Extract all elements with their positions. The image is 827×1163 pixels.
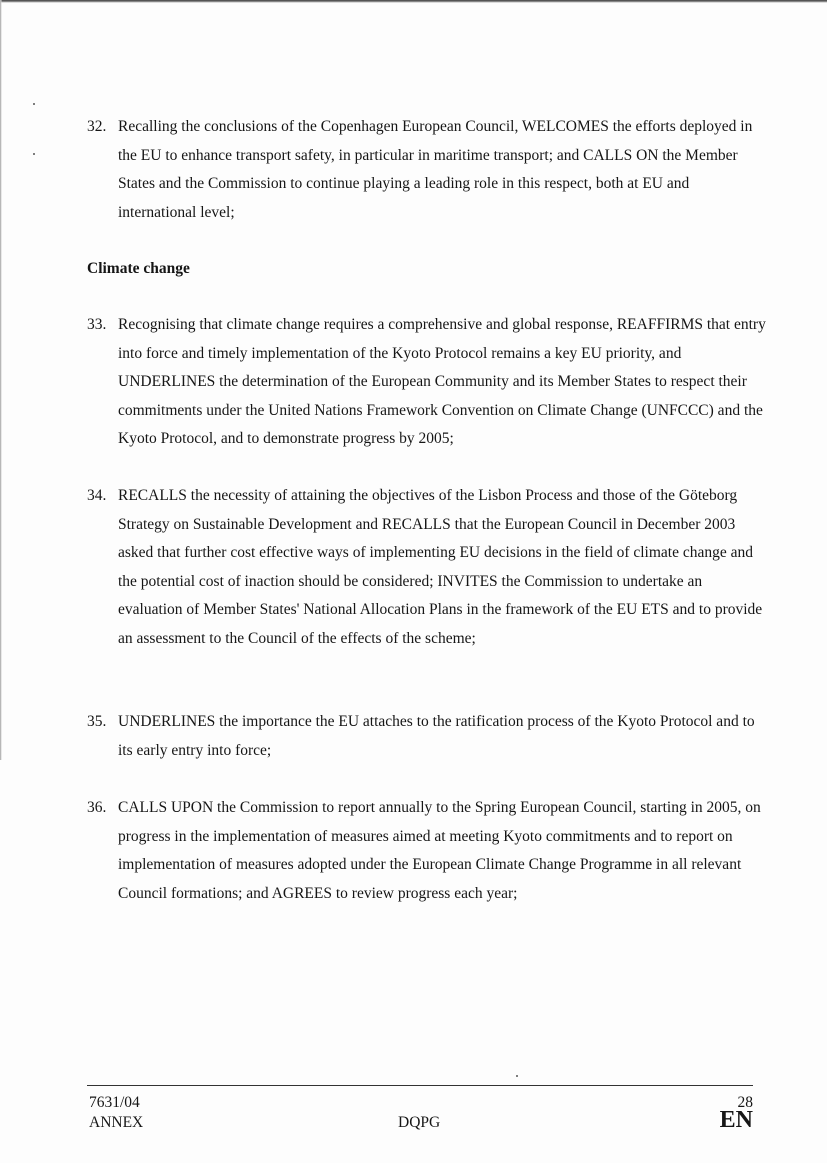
paragraph-34 (87, 482, 767, 653)
footer-language-code: EN (719, 1107, 753, 1133)
paragraph-number: 32. (87, 118, 107, 135)
scan-speck (33, 153, 35, 155)
paragraph-number: 34. (87, 487, 107, 504)
paragraph-number: 35. (87, 713, 107, 730)
footer-divider (87, 1085, 753, 1086)
paragraph-36 (87, 794, 767, 908)
scan-edge-left (0, 0, 2, 760)
scan-edge-top (0, 0, 827, 3)
paragraph-text: Recognising that climate change requires a comprehensive and global response, REAFFIRMS that entry into force and timely implementation of the Kyoto Protocol remains a key EU priority, and UNDERLINES the determination of the European Community and its Member States to respect their commitments under the United Nations Framework Convention on Climate Change (UNFCCC) and the Kyoto Protocol, and to demonstrate progress by 2005; (118, 316, 766, 447)
paragraph-text: RECALLS the necessity of attaining the objectives of the Lisbon Process and those of the Göteborg Strategy on Sustainable Development and RECALLS that the European Council in December 2003 asked that further cost effective ways of implementing EU decisions in the field of climate change and the potential cost of inaction should be considered; INVITES the Commission to undertake an evaluation of Member States' National Allocation Plans in the framework of the EU ETS and to provide an assessment to the Council of the effects of the scheme; (118, 487, 763, 647)
scan-speck (33, 103, 35, 105)
section-heading: Climate change (87, 260, 190, 277)
paragraph-number: 33. (87, 316, 107, 333)
footer-page-number: 28 (737, 1094, 753, 1111)
footer-unit: DQPG (398, 1114, 441, 1131)
paragraph-33 (87, 311, 767, 454)
paragraph-number: 36. (87, 799, 107, 816)
footer-doc-number: 7631/04 (89, 1094, 140, 1111)
paragraph-text: CALLS UPON the Commission to report annually to the Spring European Council, starting in 2005, on progress in the implementation of measures aimed at meeting Kyoto commitments and to report on implementation of measures adopted under the European Climate Change Programme in all relevant Council formations; and AGREES to review progress each year; (118, 799, 761, 902)
footer-annex-label: ANNEX (89, 1114, 144, 1131)
paragraph-text: UNDERLINES the importance the EU attaches to the ratification process of the Kyoto Protocol and to its early entry into force; (118, 713, 755, 759)
paragraph-35 (87, 708, 767, 765)
paragraph-text: Recalling the conclusions of the Copenhagen European Council, WELCOMES the efforts deployed in the EU to enhance transport safety, in particular in maritime transport; and CALLS ON the Member States and the Commission to continue playing a leading role in this respect, both at EU and international level; (118, 118, 753, 221)
scan-speck (516, 1075, 518, 1077)
paragraph-32 (87, 113, 767, 227)
